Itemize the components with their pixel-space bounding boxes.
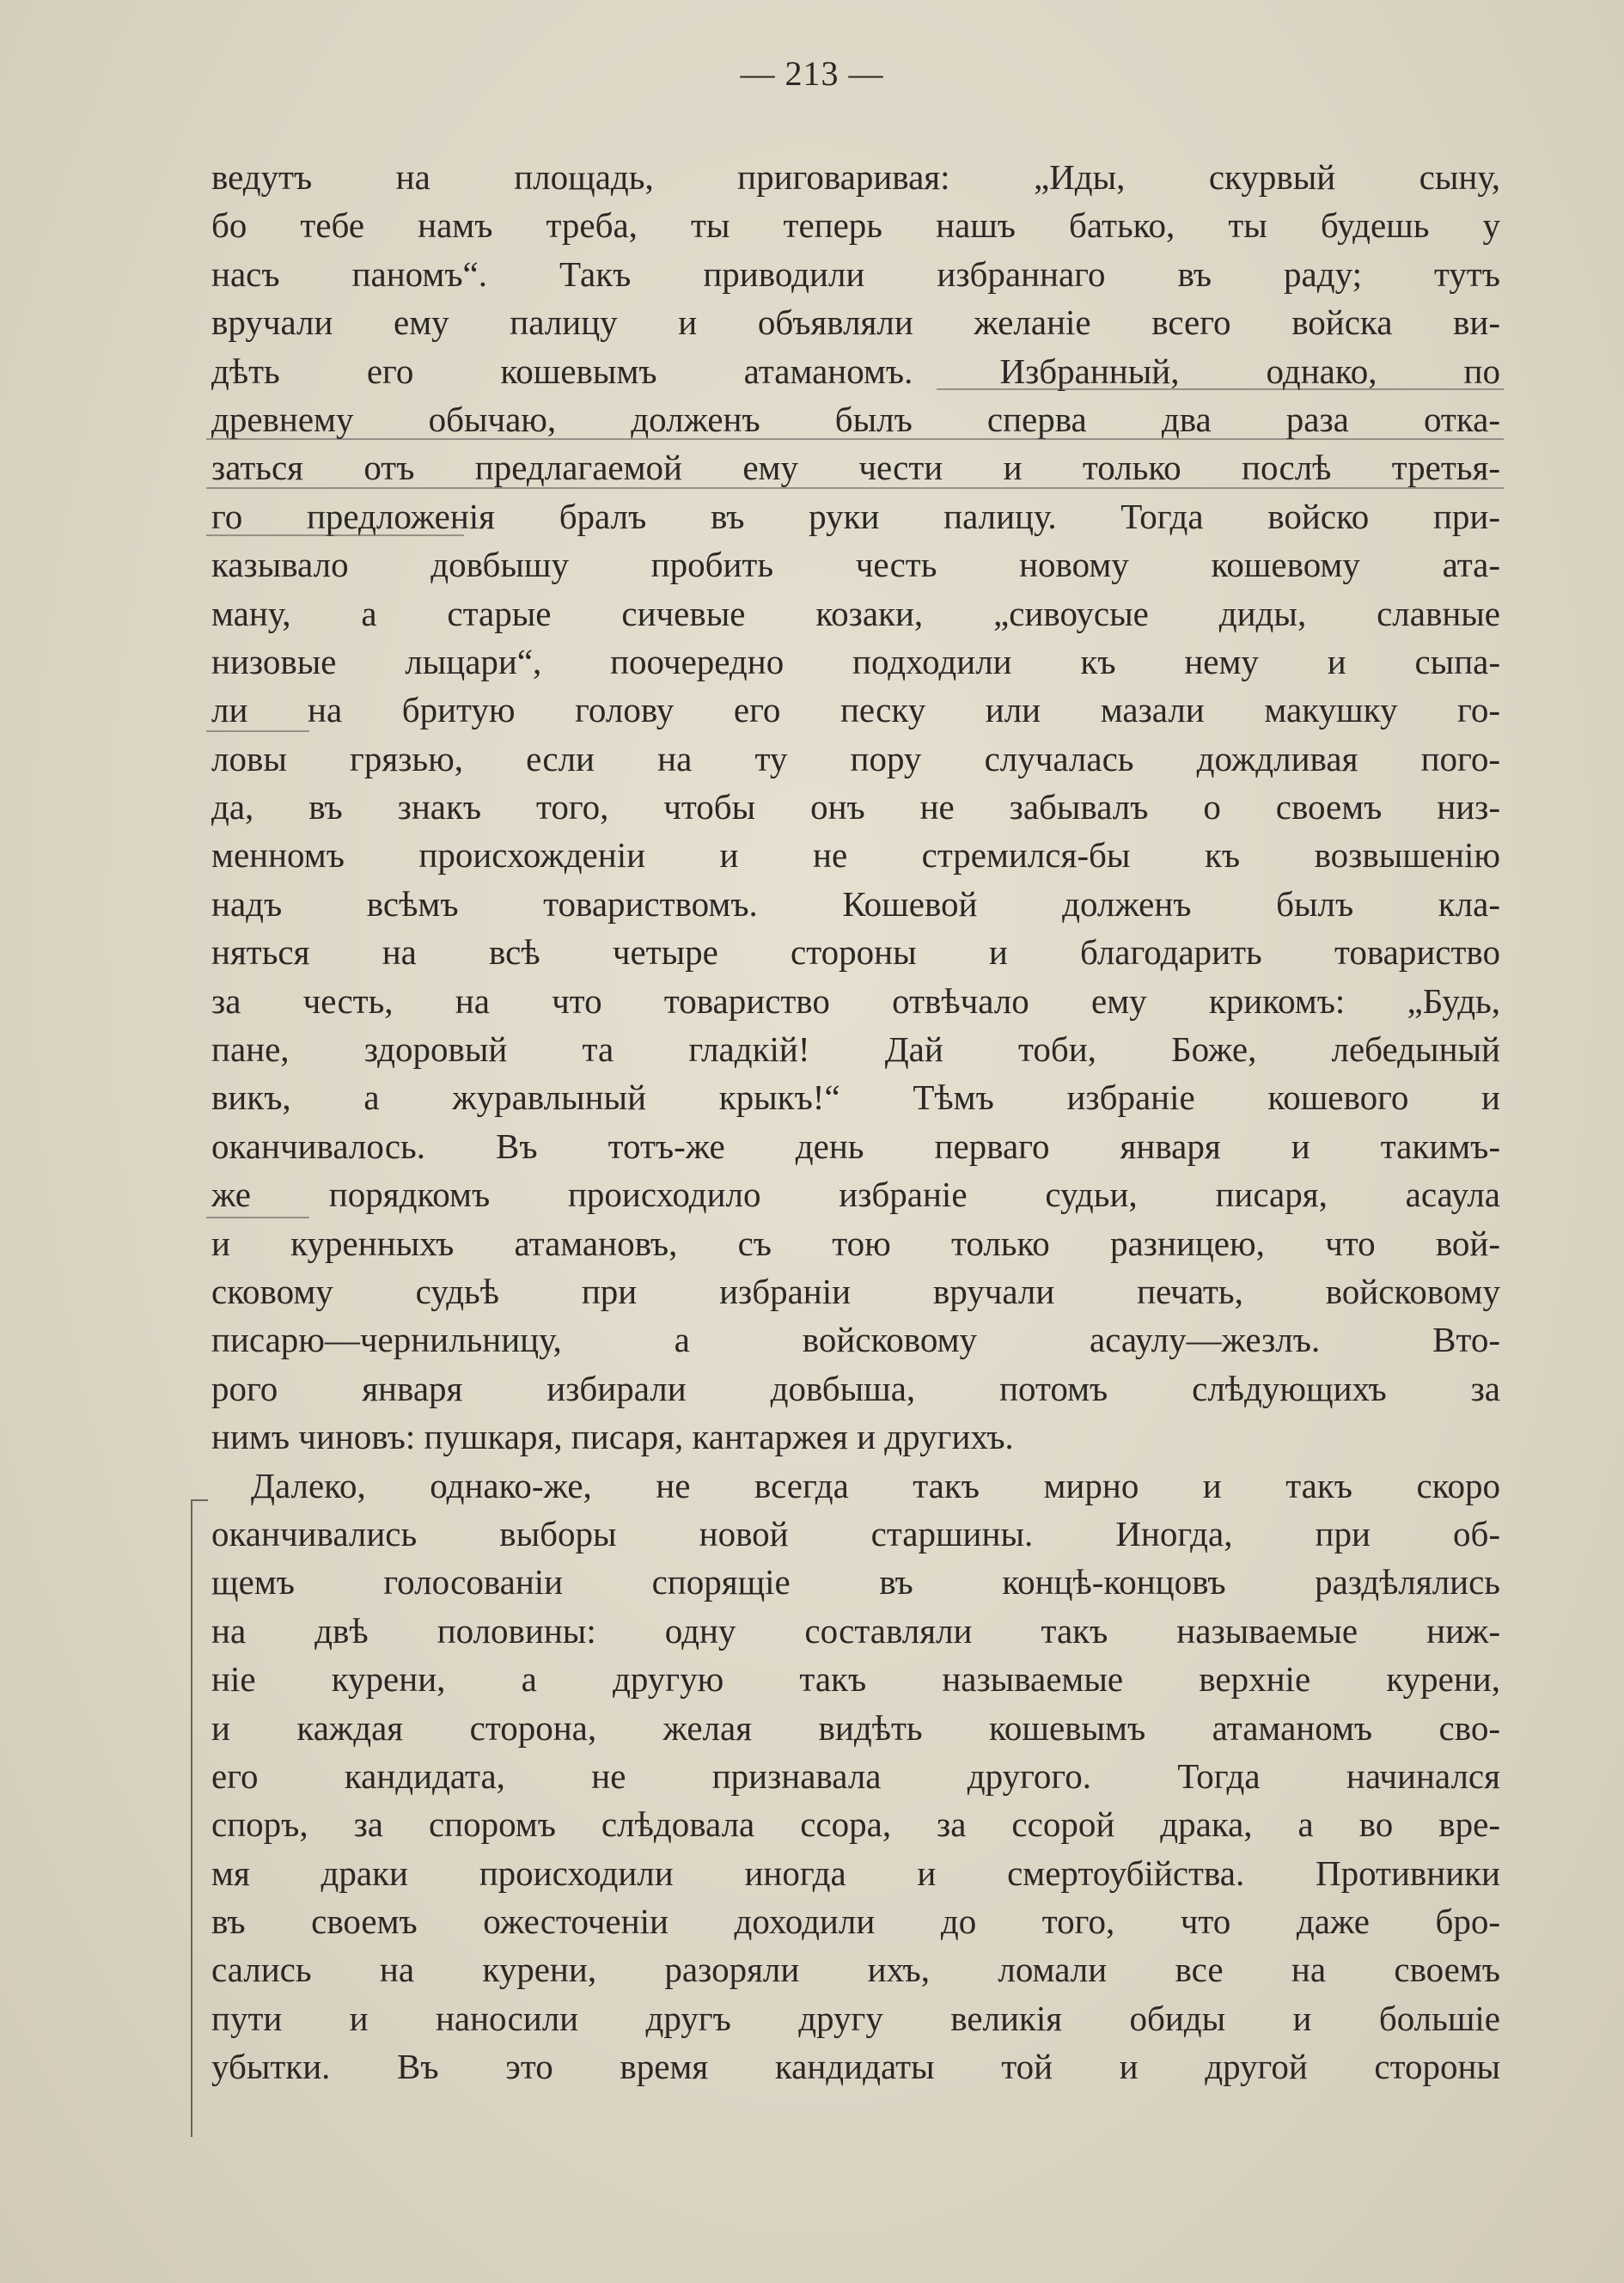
text-line: писарю—чернильницу, а войсковому асаулу—жезлъ. Вто-	[211, 1320, 1500, 1360]
text-line: низовые лыцари“, поочередно подходили къ нему и сыпа-	[211, 641, 1500, 681]
text-line: и куренныхъ атамановъ, съ тою только разницею, что вой-	[211, 1223, 1500, 1263]
text-line: щемъ голосованіи спорящіе въ концѣ-концовъ раздѣлялись	[211, 1562, 1500, 1602]
text-line: ману, а старые сичевые козаки, „сивоусые диды, славные	[211, 593, 1500, 633]
text-line: его кандидата, не признавала другого. Тогда начинался	[211, 1755, 1500, 1796]
body-text	[211, 153, 1500, 2091]
text-line: дѣть его кошевымъ атаманомъ. Избранный, однако, по	[211, 351, 1500, 391]
text-line: казывало довбышу пробить честь новому кошевому ата-	[211, 545, 1500, 585]
text-line: сковому судьѣ при избраніи вручали печать, войсковому	[211, 1271, 1500, 1311]
text-line: пане, здоровый та гладкій! Дай тоби, Боже, лебедыный	[211, 1029, 1500, 1070]
pencil-underline	[206, 730, 309, 732]
text-line: и каждая сторона, желая видѣть кошевымъ атаманомъ сво-	[211, 1707, 1500, 1748]
text-line: няться на всѣ четыре стороны и благодарить товариство	[211, 932, 1500, 973]
text-line: мя драки происходили иногда и смертоубійства. Противники	[211, 1853, 1500, 1893]
text-line: надъ всѣмъ товариствомъ. Кошевой долженъ былъ кла-	[211, 883, 1500, 924]
text-line: ловы грязью, если на ту пору случалась дождливая пого-	[211, 738, 1500, 778]
text-line: же порядкомъ происходило избраніе судьи, писаря, асаула	[211, 1175, 1500, 1215]
paragraph-2	[211, 1462, 1500, 2091]
text-line: насъ паномъ“. Такъ приводили избраннаго въ раду; тутъ	[211, 253, 1500, 294]
text-line: нимъ чиновъ: пушкаря, писаря, кантаржея и другихъ.	[211, 1417, 1014, 1457]
text-line: викъ, а журавлыный крыкъ!“ Тѣмъ избраніе кошевого и	[211, 1077, 1500, 1118]
text-line: Далеко, однако-же, не всегда такъ мирно и такъ скоро	[251, 1465, 1500, 1505]
text-line: оканчивались выборы новой старшины. Иногда, при об-	[211, 1513, 1500, 1554]
margin-bracket	[191, 1499, 208, 2137]
text-line: пути и наносили другъ другу великія обиды и большіе	[211, 1998, 1500, 2038]
text-line: заться отъ предлагаемой ему чести и только послѣ третья-	[211, 448, 1500, 488]
text-line: ведутъ на площадь, приговаривая: „Иды, скурвый сыну,	[211, 157, 1500, 197]
text-line: въ своемъ ожесточеніи доходили до того, что даже бро-	[211, 1901, 1500, 1942]
text-line: ли на бритую голову его песку или мазали макушку го-	[211, 690, 1500, 730]
text-line: да, въ знакъ того, чтобы онъ не забывалъ о своемъ низ-	[211, 787, 1500, 827]
text-line: го предложенія бралъ въ руки палицу. Тогда войско при-	[211, 496, 1500, 536]
text-line: бо тебе намъ треба, ты теперь нашъ батько, ты будешь у	[211, 205, 1500, 246]
pencil-underline	[206, 534, 464, 536]
text-line: ніе курени, а другую такъ называемые верхніе курени,	[211, 1659, 1500, 1700]
pencil-underline	[206, 438, 1504, 440]
text-line: убытки. Въ это время кандидаты той и другой стороны	[211, 2047, 1500, 2087]
pencil-underline	[206, 487, 1504, 489]
text-line: за честь, на что товариство отвѣчало ему крикомъ: „Будь,	[211, 980, 1500, 1021]
paragraph-1	[211, 153, 1500, 1462]
text-line: на двѣ половины: одну составляли такъ называемые ниж-	[211, 1610, 1500, 1651]
text-line: оканчивалось. Въ тотъ-же день перваго января и такимъ-	[211, 1126, 1500, 1166]
text-line: сались на курени, разоряли ихъ, ломали все на своемъ	[211, 1950, 1500, 1990]
pencil-underline	[937, 388, 1504, 390]
text-line: древнему обычаю, долженъ былъ сперва два раза отка-	[211, 399, 1500, 439]
text-line: рого января избирали довбыша, потомъ слѣдующихъ за	[211, 1368, 1500, 1408]
page-number: — 213 —	[740, 54, 884, 93]
text-line: вручали ему палицу и объявляли желаніе всего войска ви-	[211, 302, 1500, 343]
pencil-underline	[206, 1217, 309, 1218]
text-line: споръ, за споромъ слѣдовала ссора, за ссорой драка, а во вре-	[211, 1804, 1500, 1845]
text-line: менномъ происхожденіи и не стремился-бы къ возвышенію	[211, 835, 1500, 876]
